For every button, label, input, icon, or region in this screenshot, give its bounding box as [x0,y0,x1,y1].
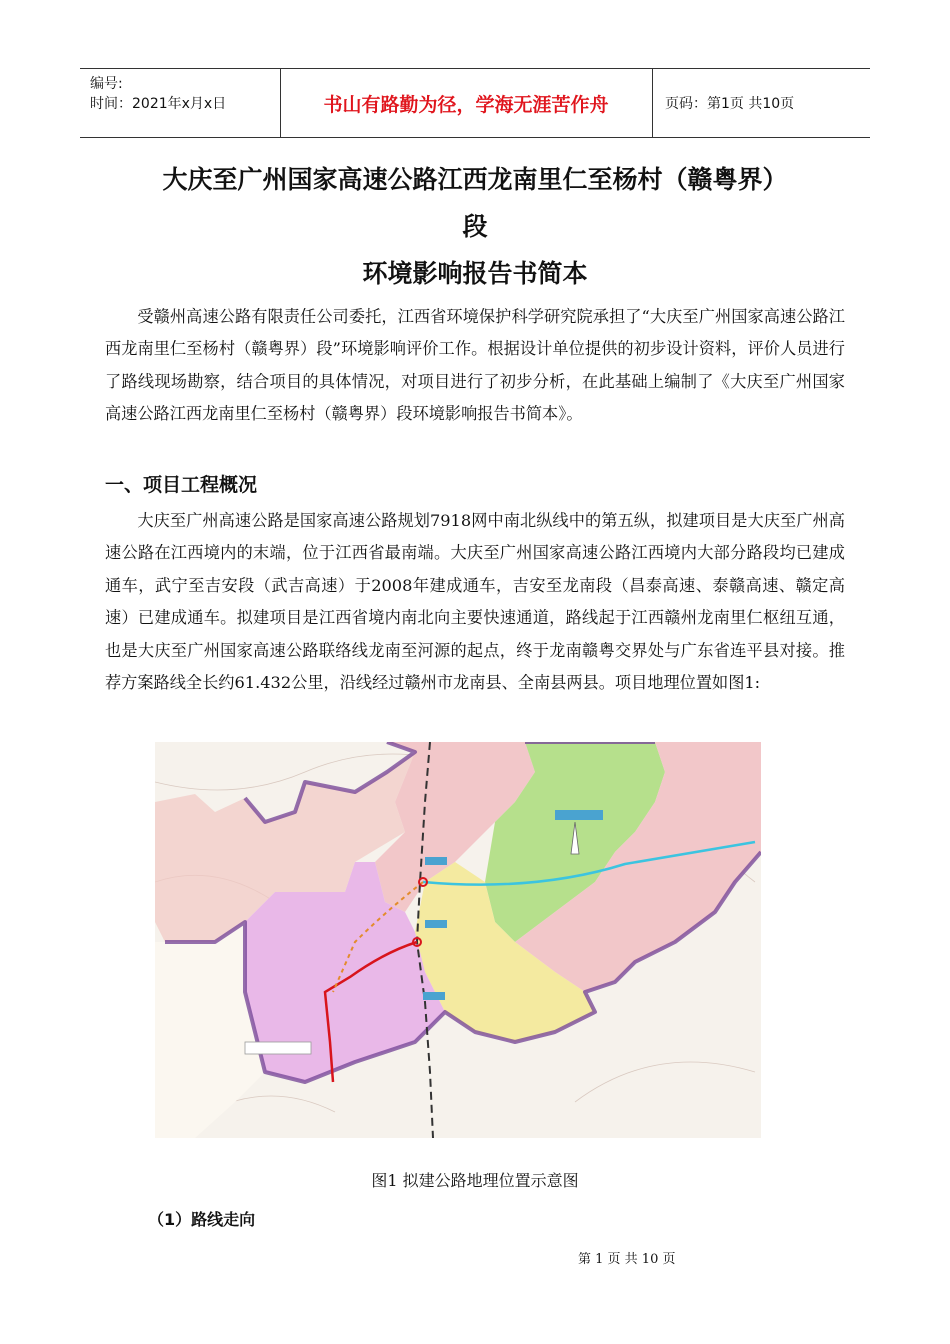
intro-paragraph: 受赣州高速公路有限责任公司委托，江西省环境保护科学研究院承担了“大庆至广州国家高速公路江西龙南里仁至杨村（赣粤界）段”环境影响评价工作。根据设计单位提供的初步设计资料，评价人员进行了路线现场勘察，结合项目的具体情况，对项目进行了初步分析，在此基础上编制了《大庆至广州国家高速公路江西龙南里仁至杨村（赣粤界）段环境影响报告书简本》。 [105,307,845,424]
title-line-3: 环境影响报告书简本 [362,259,588,288]
location-map [155,742,761,1138]
subsection-heading: （1）路线走向 [148,1210,256,1229]
map-label-box-4 [423,992,445,1000]
page-footer: 第 1 页 共 10 页 [578,1252,676,1267]
number-label: 编号: [90,76,123,92]
map-label-box-2 [425,857,447,865]
page-header [80,68,870,138]
title-line-1: 大庆至广州国家高速公路江西龙南里仁至杨村（赣粤界） [162,165,788,194]
figure-caption: 图1 拟建公路地理位置示意图 [371,1171,579,1190]
section-heading: 一、项目工程概况 [105,474,258,496]
title-line-2: 段 [462,212,488,241]
map-label-box-1 [555,810,603,820]
motto: 书山有路勤为径，学海无涯苦作舟 [280,69,653,137]
section-paragraph: 大庆至广州高速公路是国家高速公路规划7918网中南北纵线中的第五纵，拟建项目是大庆至广州高速公路在江西境内的末端，位于江西省最南端。大庆至广州国家高速公路江西境内大部分路段均已建成通车，武宁至吉安段（武吉高速）于2008年建成通车，吉安至龙南段（昌泰高速、泰赣高速、赣定高速）已建成通车。拟建项目是江西省境内南北向主要快速通道，路线起于江西赣州龙南里仁枢纽互通，也是大庆至广州国家高速公路联络线龙南至河源的起点，终于龙南赣粤交界处与广东省连平县对接。推荐方案路线全长约61.432公里，沿线经过赣州市龙南县、全南县两县。项目地理位置如图1: [105,511,845,693]
header-meta [80,69,281,137]
map-label-box-5 [245,1042,311,1054]
page-info: 页码：第1页 共10页 [665,96,795,112]
time-label: 时间：2021年x月x日 [90,96,227,112]
map-label-box-3 [425,920,447,928]
